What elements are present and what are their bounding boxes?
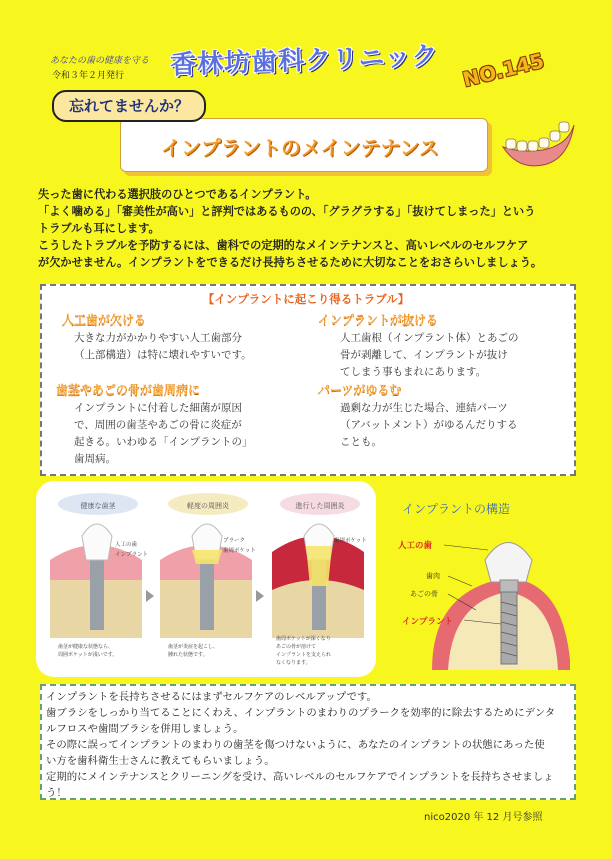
stage-caption: 歯茎が炎症を起こし、 xyxy=(168,644,219,650)
struct-label: 人工の歯 xyxy=(398,541,433,551)
stage-caption: インプラントを支えられ xyxy=(276,652,332,658)
trouble-heading: 人工歯が欠ける xyxy=(62,313,147,327)
plaque xyxy=(306,546,332,586)
trouble-body-line: 起きる。いわゆる「インプラントの」 xyxy=(74,436,253,448)
tips-line: う！ xyxy=(46,787,67,799)
plaque xyxy=(192,550,222,564)
implant-body xyxy=(90,560,104,630)
arrow-icon xyxy=(256,590,264,602)
intro-line: が欠かせません。インプラントをできるだけ長持ちさせるために大切なことをおさらいしましょう。 xyxy=(38,256,543,269)
trouble-body-line: 大きな力がかかりやすい人工歯部分 xyxy=(74,332,242,344)
part-label: インプラント xyxy=(115,552,149,558)
trouble-body-line: （アバットメント）がゆるんだりする xyxy=(340,419,518,431)
trouble-body-line: ことも。 xyxy=(340,436,382,448)
struct-label: インプラント xyxy=(402,617,454,627)
trouble-heading: インプラントが抜ける xyxy=(318,313,439,327)
issue-date: 令和３年２月発行 xyxy=(52,71,125,81)
intro-text xyxy=(38,186,578,271)
part-label: 歯周ポケット xyxy=(334,538,367,544)
abutment xyxy=(500,580,518,592)
reference-note: nico2020 年 12 月号参照 xyxy=(424,812,543,823)
stage-caption: 歯茎が健康な状態なら、 xyxy=(58,644,114,650)
tips-line: い方を歯科衛生士さんに教えてもらいましょう。 xyxy=(46,755,275,767)
artificial-tooth xyxy=(485,543,532,583)
stage-advanced xyxy=(272,493,367,666)
clinic-name: 香林坊歯科クリニック xyxy=(169,41,439,81)
page-title: インプラントのメインテナンス xyxy=(161,136,439,160)
stage-label: 健康な歯茎 xyxy=(80,502,116,510)
tips-line: ルフロスや歯間ブラシを併用しましょう。 xyxy=(46,723,244,735)
stage-healthy xyxy=(50,493,148,658)
struct-label: 歯肉 xyxy=(426,572,440,580)
implant-body xyxy=(200,560,214,630)
stage-caption: 腫れた状態です。 xyxy=(168,652,208,658)
denture-icon xyxy=(498,105,578,175)
trouble-body-line: 骨が剥離して、インプラントが抜け xyxy=(340,349,508,361)
intro-line: 「よく噛める」「審美性が高い」と評判ではあるものの、「グラグラする」「抜けてしまった」という xyxy=(38,205,536,218)
part-label: 歯周ポケット xyxy=(223,548,256,554)
stage-label: 軽度の周囲炎 xyxy=(187,502,229,510)
stage-caption: あごの骨が溶けて xyxy=(276,644,317,650)
stage-caption: なくなります。 xyxy=(276,660,311,666)
stage-caption: 歯周ポケットが深くなり xyxy=(276,636,331,642)
trouble-body-line: で、周囲の歯茎やあごの骨に炎症が xyxy=(74,419,242,431)
intro-line: トラブルも耳にします。 xyxy=(38,222,160,235)
reminder-pill: 忘れてませんか？ xyxy=(52,90,206,122)
trouble-body-line: インプラントに付着した細菌が原因 xyxy=(74,402,242,414)
struct-label: あごの骨 xyxy=(410,590,438,598)
tips-line: 歯ブラシをしっかり当てることにくわえ、インプラントのまわりのプラークを効率的に除去するためにデンタ xyxy=(46,707,556,719)
trouble-heading: 歯茎やあごの骨が歯周病に xyxy=(56,383,201,397)
periimplantitis-diagram xyxy=(50,490,368,670)
intro-line: こうしたトラブルを予防するには、歯科での定期的なメインテナンスと、高いレベルのセルフケア xyxy=(38,239,529,252)
trouble-body xyxy=(74,400,253,468)
part-label: プラーク xyxy=(223,538,246,544)
tips-text xyxy=(46,689,568,801)
intro-line: 失った歯に代わる選択肢のひとつであるインプラント。 xyxy=(38,188,317,201)
arrow-icon xyxy=(146,590,154,602)
troubles-title: 【インプラントに起こり得るトラブル】 xyxy=(202,292,410,306)
stage-caption: 周囲ポケットが浅いです。 xyxy=(58,652,118,658)
stage-mild xyxy=(160,493,256,658)
stage-label: 進行した周囲炎 xyxy=(295,502,345,510)
tips-line: 定期的にメインテナンスとクリーニングを受け、高いレベルのセルフケアでインプラントを長持ちさせましょ xyxy=(46,771,554,783)
trouble-body xyxy=(74,330,252,364)
part-label: 人工の歯 xyxy=(115,542,138,548)
trouble-body xyxy=(340,330,519,381)
trouble-body-line: （上部構造）は特に壊れやすいです。 xyxy=(74,349,252,361)
tips-line: インプラントを長持ちさせるにはまずセルフケアのレベルアップです。 xyxy=(46,691,377,703)
implant-structure-diagram xyxy=(392,520,572,670)
trouble-heading: パーツがゆるむ xyxy=(318,383,402,397)
tips-line: その際に誤ってインプラントのまわりの歯茎を傷つけないように、あなたのインプラントの状態にあった使 xyxy=(46,739,545,751)
trouble-body xyxy=(340,400,518,451)
crown xyxy=(82,524,112,560)
trouble-body-line: 歯周病。 xyxy=(74,453,116,465)
trouble-body-line: 人工歯根（インプラント体）とあごの xyxy=(340,332,519,344)
tagline: あなたの歯の健康を守る xyxy=(50,56,150,66)
issue-number: NO.145 xyxy=(460,48,547,92)
structure-title: インプラントの構造 xyxy=(402,502,511,516)
trouble-body-line: 過剰な力が生じた場合、連結パーツ xyxy=(340,402,508,414)
trouble-body-line: てしまう事もまれにあります。 xyxy=(340,366,487,378)
